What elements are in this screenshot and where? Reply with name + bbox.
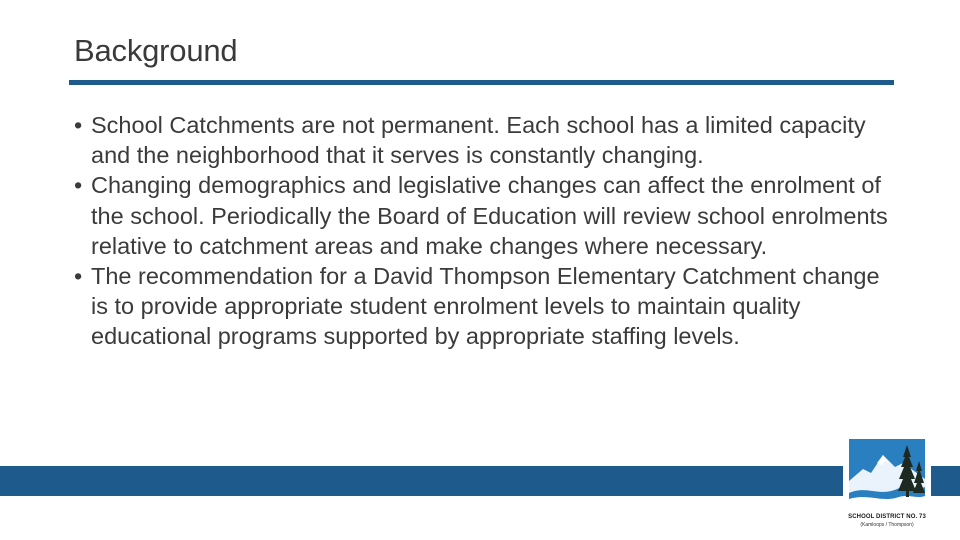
title-divider: [69, 80, 894, 85]
bullet-item: [74, 170, 889, 261]
bullet-text: Changing demographics and legislative changes can affect the enrolment of the school. Periodically the Board of Education will review school enrolments relative to catchment areas and make changes where necessary.: [91, 172, 888, 259]
bullet-marker: •: [74, 172, 83, 199]
logo-district-name: SCHOOL DISTRICT NO. 73: [848, 514, 926, 520]
bullet-item: [74, 110, 889, 170]
logo-district-subname: (Kamloops / Thompson): [860, 522, 914, 528]
bullet-text: The recommendation for a David Thompson Elementary Catchment change is to provide appropriate student enrolment levels to maintain quality educational programs supported by appropriate staffing levels.: [91, 263, 880, 350]
school-district-logo: [843, 437, 931, 534]
footer-band: [0, 466, 960, 496]
bullet-list: [74, 110, 889, 352]
slide-title: Background: [74, 33, 238, 68]
bullet-text: School Catchments are not permanent. Each school has a limited capacity and the neighborhood that it serves is constantly changing.: [91, 112, 866, 169]
bullet-marker: •: [74, 112, 83, 138]
bullet-item: [74, 261, 889, 352]
mountain-river-tree-icon: [849, 439, 925, 510]
bullet-marker: •: [74, 263, 83, 290]
